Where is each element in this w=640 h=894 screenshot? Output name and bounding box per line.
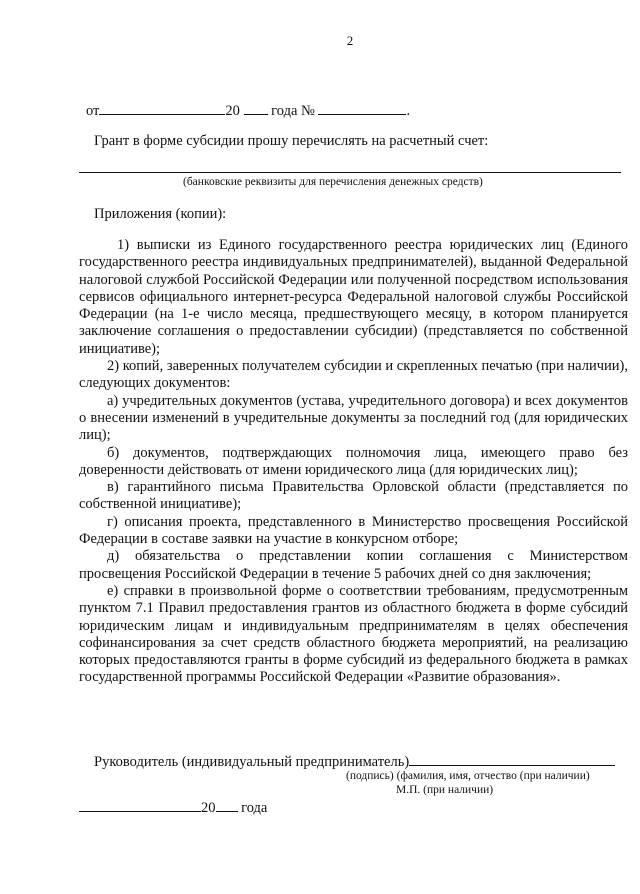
bottom-date-year-prefix: 20 xyxy=(201,800,216,816)
signature-blank-field[interactable] xyxy=(409,751,615,766)
page-number: 2 xyxy=(346,33,354,48)
attachment-item-1: 1) выписки из Единого государственного реестра юридических лиц (Единого государственного реестра индивидуальных предпринимателей), выданной Федеральной налоговой службой Российской Федерации или полученной посредством использования сервисов официального интернет-ресурса Федеральной налоговой службы Российской Федерации (на 1-е число месяца, предшествующего месяцу, в котором планируется заключение соглашения о предоставлении субсидии) (представляется по собственной инициативе); xyxy=(79,237,628,357)
signature-line xyxy=(94,751,615,771)
document-number-field[interactable] xyxy=(318,100,406,115)
attachment-item-2b: б) документов, подтверждающих полномочия лица, имеющего право без доверенности действовать от имени юридического лица (для юридических лиц); xyxy=(79,444,628,478)
bottom-date-blank-field[interactable] xyxy=(79,797,201,812)
attachment-item-2f: е) справки в произвольной форме о соответствии требованиям, предусмотренным пунктом 7.1 Правил предоставления грантов из областного бюджета в форме субсидий юридическим лицам и индивидуальным предпринимателям в целях обеспечения софинансирования за счет средств областного бюджета мероприятий, на реализацию которых предоставляются гранты в форме субсидий из федерального бюджета в рамках государственной программы Российской Федерации «Развитие образования». xyxy=(79,582,628,686)
attachment-item-2: 2) копий, заверенных получателем субсидии и скрепленных печатью (при наличии), следующих документов: xyxy=(79,358,628,392)
signature-label: Руководитель (индивидуальный предприниматель) xyxy=(94,754,410,770)
year-number-label: года № xyxy=(271,103,315,119)
date-year-prefix: 20 xyxy=(225,103,240,119)
attachment-item-2d: г) описания проекта, представленного в Министерство просвещения Российской Федерации в составе заявки на участие в конкурсном отборе; xyxy=(79,513,628,548)
attachments-heading: Приложения (копии): xyxy=(94,206,227,222)
bottom-year-blank-field[interactable] xyxy=(216,797,238,812)
attachments-list xyxy=(79,237,628,687)
signature-caption: (подпись) (фамилия, имя, отчество (при наличии) xyxy=(346,770,590,782)
attachment-item-2c: в) гарантийного письма Правительства Орловской области (представляется по собственной инициативе); xyxy=(79,479,628,513)
date-blank-field[interactable] xyxy=(99,100,225,115)
year-blank-field[interactable] xyxy=(244,100,268,115)
bottom-date-line xyxy=(79,797,267,817)
attachment-item-2a: а) учредительных документов (устава, учредительного договора) и всех документов о внесении изменений в учредительные документы за последний год (для юридических лиц); xyxy=(79,392,628,444)
bank-details-line[interactable] xyxy=(79,172,621,173)
date-line-end: . xyxy=(406,103,411,119)
stamp-note: М.П. (при наличии) xyxy=(396,784,494,796)
grant-request-text: Грант в форме субсидии прошу перечислять на расчетный счет: xyxy=(94,133,489,149)
bank-details-caption: (банковские реквизиты для перечисления денежных средств) xyxy=(183,176,483,188)
date-prefix: от xyxy=(86,103,100,119)
attachment-item-2e: д) обязательства о представлении копии соглашения с Министерством просвещения Российской Федерации в течение 5 рабочих дней со дня заключения; xyxy=(79,548,628,582)
date-line xyxy=(86,100,410,120)
bottom-date-year-label: года xyxy=(241,800,268,816)
